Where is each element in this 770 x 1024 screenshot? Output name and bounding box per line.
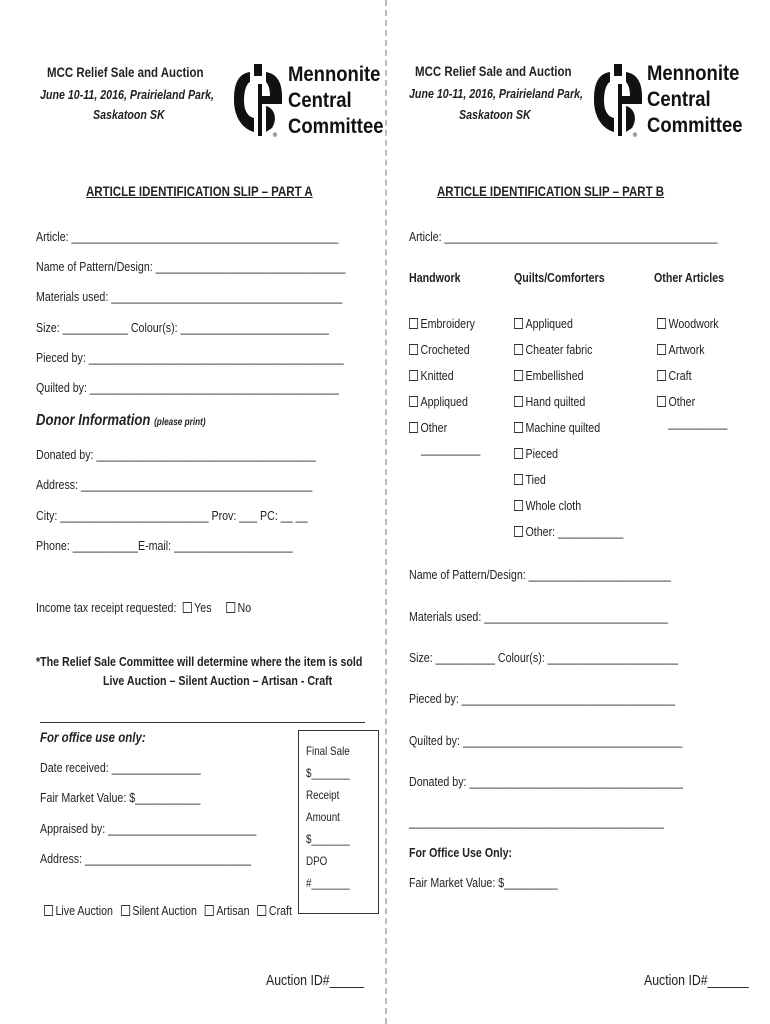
tied-checkbox[interactable]	[514, 474, 523, 485]
sale-type-options: Live Auction Silent Auction Artisan Craft	[44, 903, 292, 918]
tax-no-checkbox[interactable]	[226, 602, 235, 613]
tax-receipt-row: Income tax receipt requested: Yes No	[36, 600, 252, 615]
size-colour-field-a[interactable]: Size: ___________ Colour(s): _________________________	[36, 320, 329, 335]
separator-line	[40, 722, 365, 723]
pattern-field-a[interactable]: Name of Pattern/Design: ________________________________	[36, 259, 346, 274]
embroidery-checkbox[interactable]	[409, 318, 418, 329]
dpo-number[interactable]: #_______	[306, 876, 350, 890]
appraised-by-field[interactable]: Appraised by: _________________________	[40, 821, 257, 836]
quilted-field-b[interactable]: Quilted by: _____________________________________	[409, 733, 683, 748]
other-quilt-checkbox[interactable]	[514, 526, 523, 537]
craft-checkbox[interactable]	[257, 905, 266, 916]
machine-quilted-checkbox[interactable]	[514, 422, 523, 433]
handwork-list: Embroidery Crocheted Knitted Appliqued Other	[409, 311, 475, 441]
registered-mark-a: ®	[272, 132, 278, 138]
event-title-a: MCC Relief Sale and Auction	[47, 64, 204, 80]
mcc-logo-icon	[592, 62, 644, 138]
auction-id-a[interactable]: Auction ID#_____	[266, 972, 364, 989]
size-colour-field-b[interactable]: Size: __________ Colour(s): ______________________	[409, 650, 679, 665]
pattern-field-b[interactable]: Name of Pattern/Design: ________________________	[409, 567, 671, 582]
col-handwork: Handwork	[409, 270, 461, 285]
tax-yes-checkbox[interactable]	[183, 602, 192, 613]
materials-field-b[interactable]: Materials used: _______________________________	[409, 609, 669, 624]
part-b-heading: ARTICLE IDENTIFICATION SLIP – PART B	[437, 183, 665, 199]
donated-by-field-b[interactable]: Donated by: ____________________________________	[409, 774, 683, 789]
donor-info-heading: Donor Information (please print)	[36, 412, 206, 429]
whole-cloth-checkbox[interactable]	[514, 500, 523, 511]
cut-line	[385, 0, 387, 1024]
logo-text-a: Mennonite Central Committee	[288, 63, 384, 138]
committee-note: *The Relief Sale Committee will determine where the item is sold	[36, 654, 363, 669]
fair-market-value-field-a[interactable]: Fair Market Value: $___________	[40, 790, 201, 805]
other-articles-list: Woodwork Artwork Craft Other	[657, 311, 719, 415]
registered-mark-b: ®	[632, 132, 638, 138]
other-article-blank[interactable]: __________	[668, 415, 728, 430]
auction-id-b[interactable]: Auction ID#______	[644, 972, 749, 989]
handwork-other-blank[interactable]: __________	[421, 441, 481, 456]
office-use-title-a: For office use only:	[40, 729, 146, 745]
silent-auction-checkbox[interactable]	[121, 905, 130, 916]
appliqued-quilt-checkbox[interactable]	[514, 318, 523, 329]
address-field-a[interactable]: Address: _______________________________________	[36, 477, 313, 492]
event-date-b: June 10-11, 2016, Prairieland Park,	[409, 86, 584, 101]
committee-options: Live Auction – Silent Auction – Artisan - Craft	[103, 673, 333, 688]
col-other: Other Articles	[654, 270, 725, 285]
other-article-checkbox[interactable]	[657, 396, 666, 407]
craft-article-checkbox[interactable]	[657, 370, 666, 381]
pieced-field-b[interactable]: Pieced by: ____________________________________	[409, 691, 676, 706]
quilted-field-a[interactable]: Quilted by: __________________________________________	[36, 380, 339, 395]
event-location-b: Saskatoon SK	[459, 107, 531, 122]
logo-text-b: Mennonite Central Committee	[647, 62, 743, 137]
final-sale-amount[interactable]: $_______	[306, 766, 350, 780]
office-address-field[interactable]: Address: ____________________________	[40, 851, 252, 866]
knitted-checkbox[interactable]	[409, 370, 418, 381]
phone-email-field[interactable]: Phone: ___________E-mail: ____________________	[36, 538, 293, 553]
appliqued-handwork-checkbox[interactable]	[409, 396, 418, 407]
hand-quilted-checkbox[interactable]	[514, 396, 523, 407]
article-field-a[interactable]: Article: _____________________________________________	[36, 229, 339, 244]
artwork-checkbox[interactable]	[657, 344, 666, 355]
event-location-a: Saskatoon SK	[93, 107, 165, 122]
final-sale-box-contents: Final Sale $_______ Receipt Amount $_______ DPO #_______	[306, 740, 350, 894]
artisan-checkbox[interactable]	[205, 905, 214, 916]
other-handwork-checkbox[interactable]	[409, 422, 418, 433]
mcc-logo-icon	[232, 62, 284, 138]
materials-field-a[interactable]: Materials used: _______________________________________	[36, 289, 343, 304]
quilts-list: Appliqued Cheater fabric Embellished Hand quilted Machine quilted Pieced Tied Whole cloth Other: ___________	[514, 311, 623, 545]
crocheted-checkbox[interactable]	[409, 344, 418, 355]
pieced-checkbox[interactable]	[514, 448, 523, 459]
event-date-a: June 10-11, 2016, Prairieland Park,	[40, 87, 215, 102]
embellished-checkbox[interactable]	[514, 370, 523, 381]
donated-by-field-a[interactable]: Donated by: _____________________________________	[36, 447, 316, 462]
live-auction-checkbox[interactable]	[44, 905, 53, 916]
article-field-b[interactable]: Article: ______________________________________________	[409, 229, 718, 244]
pieced-field-a[interactable]: Pieced by: ___________________________________________	[36, 350, 344, 365]
office-use-title-b: For Office Use Only:	[409, 845, 513, 860]
receipt-amount[interactable]: $_______	[306, 832, 350, 846]
woodwork-checkbox[interactable]	[657, 318, 666, 329]
date-received-field[interactable]: Date received: _______________	[40, 760, 201, 775]
part-a-heading: ARTICLE IDENTIFICATION SLIP – PART A	[86, 183, 313, 199]
event-title-b: MCC Relief Sale and Auction	[415, 63, 572, 79]
col-quilts: Quilts/Comforters	[514, 270, 605, 285]
fair-market-value-field-b[interactable]: Fair Market Value: $_________	[409, 875, 558, 890]
blank-line-b[interactable]: ___________________________________________	[409, 814, 664, 829]
city-prov-pc-field[interactable]: City: _________________________ Prov: ___ PC: __ __	[36, 508, 308, 523]
cheater-fabric-checkbox[interactable]	[514, 344, 523, 355]
